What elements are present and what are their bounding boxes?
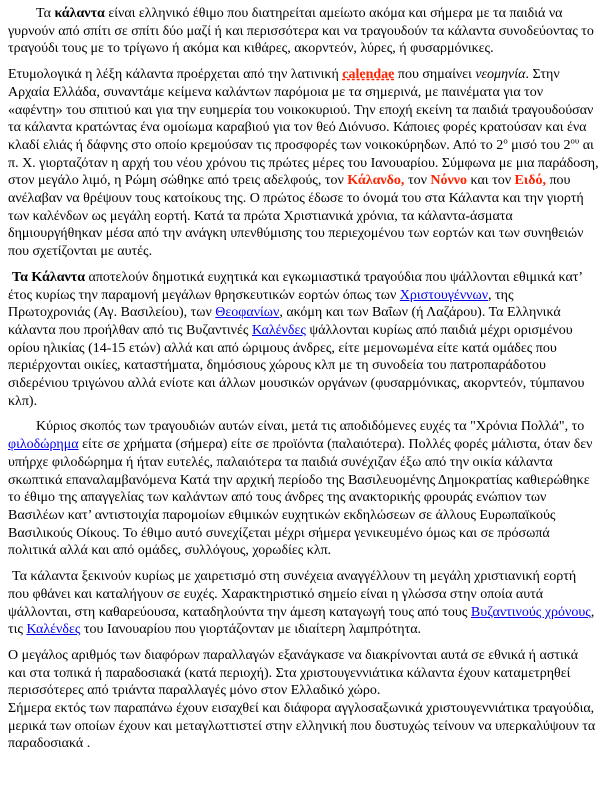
superscript-text: ου [570, 135, 580, 146]
text-run-plain: που σημαίνει [394, 67, 476, 83]
red-hyperlink[interactable]: calendae [342, 67, 395, 83]
text-run-plain: Σήμερα εκτός των παραπάνω έχουν εισαχθεί και διάφορα αγγλοσαξωνικά χριστουγεννιάτικα τραγούδια, μερικά των οποίων έχουν και μεταγλωττιστεί στην ελληνική που δυστυχώς τείνουν να υπερκαλύψουν τα παραδοσιακά . [8, 701, 596, 752]
text-run-red-bold: Ειδό, [514, 173, 546, 189]
text-run-plain: τον [404, 173, 431, 189]
text-run-plain: , ακόμη και των Βαΐων (ή Λαζάρου). Τα Ελληνικά κάλαντα που προήλθαν από τις Βυζαντινές [8, 305, 561, 338]
text-run-plain: , της Πρωτοχρονιάς (Αγ. Βασιλείου), των [8, 287, 514, 321]
text-run-bold: κάλαντα [54, 6, 105, 21]
superscript-text: ο [503, 135, 508, 146]
paragraph [8, 269, 599, 411]
text-run-italic: νεομηνία [475, 67, 526, 83]
hyperlink[interactable]: Βυζαντινούς χρόνους [470, 604, 591, 620]
text-run-plain: Κύριος σκοπός των τραγουδιών αυτών είναι, μετά τις αποδιδόμενες ευχές τα "Χρόνια Πολλά", το [36, 419, 585, 435]
text-run-plain: , τις [8, 604, 595, 638]
paragraph [8, 5, 599, 58]
text-run-plain: Τα [36, 6, 55, 21]
text-run-plain: Ο μεγάλος αριθμός των διαφόρων παραλλαγών εξανάγκασε να διακρίνονται αυτά σε εθνικά ή αστικά και στα τοπικά ή παραδοσιακά (κατά περιοχή). Στα χριστουγεννιάτικα κάλαντα έχουν καταμετρηθεί περισσότερες από τριάντα παραλλαγές μόνο στον Ελλαδικό χώρο. [8, 647, 579, 699]
text-run-plain: που ανέλαβαν να θρέψουν τους κατοίκους της. Ο πρώτος έδωσε το όνομά του στα Κάλαντα και την γιορτή των καλένδων ως μεγάλη εορτή. Κατά τα πρώτα Χριστιανικά χρόνια, τα κάλαντα-άσματα δημιουργήθηκαν μέσα από την ανάγκη υπενθύμισης του περιεχομένου των εορτών και των συνηθειών που σχετίζονται με αυτές. [8, 173, 584, 260]
hyperlink[interactable]: Θεοφανίων [215, 305, 280, 321]
text-run-red-bold: Νόννο [430, 173, 468, 189]
text-run-plain: και τον [467, 173, 515, 189]
text-run-plain: αι π. Χ. γιορταζόταν η αρχή του νέου χρόνου τις πρώτες μέρες του Ιανουαρίου. Σύμφωνα με μια παράδοση, στον μεγάλο λιμό, η Ρώμη σώθηκε από τρεις αδελφούς, τον [8, 137, 599, 189]
text-run-plain: του Ιανουαρίου που γιορτάζονταν με ιδιαίτερη λαμπρότητα. [80, 622, 422, 638]
text-run-plain: ψάλλονται κυρίως από παιδιά μέχρι ορισμένου ορίου ηλικίας (14-15 ετών) αλλά και από ώριμους άνδρες, είτε μεμονωμένα είτε κατά ομάδες που περιέρχονται οικίες, καταστήματα, δημόσιους χώρους κλπ με τη συνοδεία του πατροπαράδοτου σιδερένιου τριγώνου αλλά ενίοτε και άλλων μουσικών οργάνων (φυσαρμόνικας, ακορντεόν, τύμπανου κλπ). [8, 322, 585, 409]
paragraph [8, 66, 599, 261]
text-run-plain: μισό του 2 [507, 137, 571, 153]
hyperlink[interactable]: Καλένδες [251, 322, 306, 338]
text-run-plain: είτε σε χρήματα (σήμερα) είτε σε προϊόντα (παλαιότερα). Πολλές φορές μάλιστα, όταν δεν υπήρχε φιλοδώρημα ή ήταν ευτελές, παλαιότερα τα παιδιά συνέχιζαν έξω από την οικία κάλαντα σκωπτικά επαναλαμβανόμενα Κατά την αρχική περίοδο της Βασιλευομένης Δημοκρατίας καθιερώθηκε το έθιμο της απαγγελίας των καλάντων από τους άνδρες της ανακτορικής φρουράς ενώπιον των Βασιλέων κατ’ αντιστοιχία παρομοίων εθιμικών ευχητικών εκδηλώσεων σε άλλους Ευρωπαϊκούς Βασιλικούς Οίκους. Το έθιμο αυτό συνεχίζεται μέχρι σήμερα γενικευμένο όμως και σε πρόσωπά πολιτικά αλλά και από ομάδες, συλλόγους, χορωδίες κλπ. [8, 437, 593, 559]
text-run-plain: . Στην Αρχαία Ελλάδα, συναντάμε κείμενα καλάντων παρόμοια με τα σημερινά, με παινέματα για τον «αφέντη» του σπιτιού και για την ευημερία του νοικοκυριού. Την εποχή εκείνη τα παιδιά τραγουδούσαν τα κάλαντα κρατώντας ένα ομοίωμα καραβιού για τον θεό Διόνυσο. Κάποιες φορές κρατούσαν και ένα κλαδί ελιάς ή δάφνης στο οποίο κρεμούσαν τις προσφορές των νοικοκύρηδων. Από το 2 [8, 67, 594, 153]
paragraph [8, 418, 599, 560]
text-run-plain: Τα κάλαντα ξεκινούν κυρίως με χαιρετισμό στη συνέχεια αναγγέλλουν τη μεγάλη χριστιανική εορτή που φθάνει και καταλήγουν σε ευχές. Χαρακτηριστικό σημείο είναι η γλώσσα στην οποία αυτά ψάλλονται, στη καθαρεύουσα, καταδηλούντα την άμεση καταγωγή τους από τους [8, 569, 577, 620]
text-run-plain: Ετυμολογικά η λέξη κάλαντα προέρχεται από την λατινική [8, 67, 343, 83]
hyperlink[interactable]: Χριστουγέννων [399, 287, 489, 303]
text-run-plain: είναι ελληνικό έθιμο που διατηρείται αμείωτο ακόμα και σήμερα με τα παιδιά να γυρνούν από σπίτι σε σπίτι δύο μαζί ή και περισσότερα και να τραγουδούν τα κάλαντα συνοδεύοντας το τραγούδι τους με το τρίγωνο ή ακόμα και κιθάρες, ακορντεόν, λύρες, ή φυσαρμόνικες. [8, 6, 594, 57]
hyperlink[interactable]: Καλένδες [26, 622, 81, 638]
text-run-red-bold: Κάλανδο, [347, 173, 405, 189]
text-run-bold: Τα Κάλαντα [12, 269, 86, 285]
hyperlink[interactable]: φιλοδώρημα [8, 437, 79, 453]
paragraph [8, 647, 599, 753]
text-run-plain: αποτελούν δημοτικά ευχητικά και εγκωμιαστικά τραγούδια που ψάλλονται εθιμικά κατ’ έτος κυρίως την παραμονή μεγάλων θρησκευτικών εορτών όπως των [8, 269, 583, 303]
paragraph [8, 568, 599, 639]
